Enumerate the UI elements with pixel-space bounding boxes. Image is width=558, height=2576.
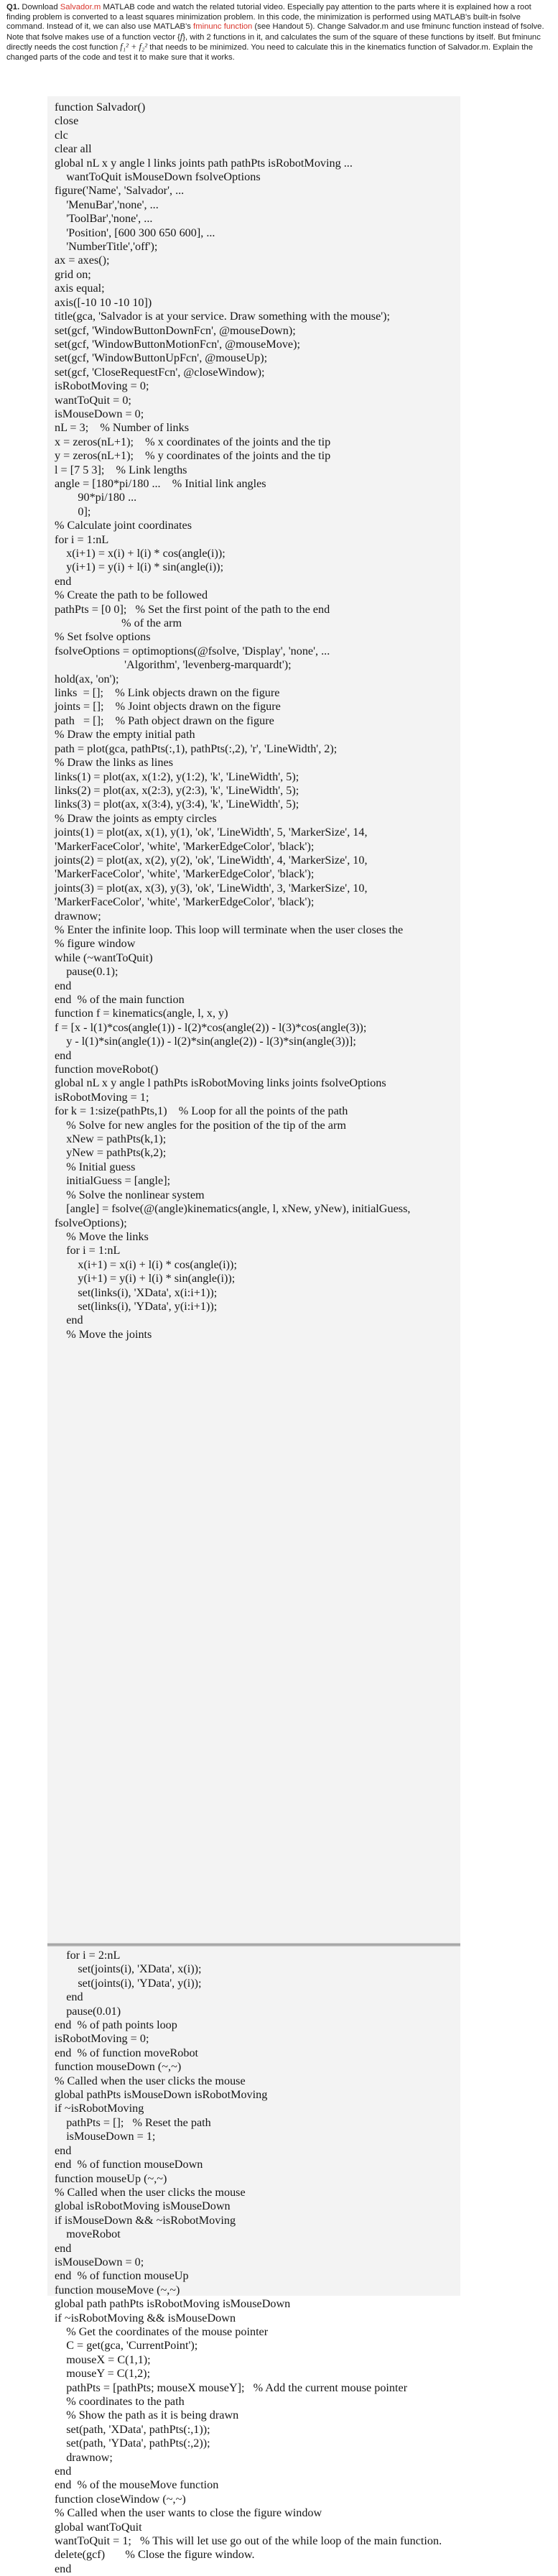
- code-line: y(i+1) = y(i) + l(i) * sin(angle(i));: [55, 560, 224, 574]
- code-line: while (~wantToQuit): [55, 951, 153, 964]
- code-line: mouseY = C(1,2);: [55, 2367, 151, 2381]
- code-line: % Solve the nonlinear system: [55, 1188, 205, 1201]
- code-line: % Called when the user wants to close the figure window: [55, 2506, 322, 2520]
- code-line: set(gcf, 'CloseRequestFcn', @closeWindow);: [55, 365, 265, 379]
- code-line: set(gcf, 'WindowButtonUpFcn', @mouseUp);: [55, 351, 268, 365]
- code-line: for i = 1:nL: [55, 532, 109, 546]
- code-line: global nL x y angle l links joints path pathPts isRobotMoving ...: [55, 156, 353, 170]
- code-line: nL = 3; % Number of links: [55, 421, 190, 435]
- code-line: mouseX = C(1,1);: [55, 2353, 151, 2366]
- code-line: isMouseDown = 0;: [55, 2255, 144, 2268]
- code-line: y - l(1)*sin(angle(1)) - l(2)*sin(angle(2)) - l(3)*sin(angle(3))];: [55, 1035, 356, 1048]
- code-line: if isMouseDown && ~isRobotMoving: [55, 2213, 236, 2227]
- code-line: delete(gcf) % Close the figure window.: [55, 2548, 255, 2562]
- code-line: isRobotMoving = 0;: [55, 379, 149, 393]
- code-line: function moveRobot(): [55, 1063, 159, 1076]
- code-line: drawnow;: [55, 909, 101, 923]
- code-line: pathPts = [pathPts; mouseX mouseY]; % Add the current mouse pointer: [55, 2381, 408, 2394]
- code-line: set(gcf, 'WindowButtonMotionFcn', @mouseMove);: [55, 337, 301, 351]
- code-line: isMouseDown = 1;: [55, 2130, 156, 2143]
- code-line: % figure window: [55, 937, 136, 951]
- code-line: path = plot(gca, pathPts(:,1), pathPts(:,2), 'r', 'LineWidth', 2);: [55, 742, 338, 755]
- code-line: moveRobot: [55, 2228, 121, 2241]
- code-line: xNew = pathPts(k,1);: [55, 1132, 167, 1146]
- code-line: function Salvador(): [55, 101, 146, 114]
- code-line: % Called when the user clicks the mouse: [55, 2074, 246, 2087]
- code-line: links(2) = plot(ax, x(2:3), y(2:3), 'k', 'LineWidth', 5);: [55, 783, 299, 797]
- code-line: global pathPts isMouseDown isRobotMoving: [55, 2088, 268, 2102]
- code-line: % Draw the empty initial path: [55, 728, 195, 742]
- code-line: % Draw the links as lines: [55, 756, 173, 770]
- code-line: for i = 2:nL: [55, 1949, 121, 1962]
- code-line: end: [55, 2241, 72, 2255]
- code-line: set(path, 'YData', pathPts(:,2));: [55, 2437, 210, 2450]
- code-line: global isRobotMoving isMouseDown: [55, 2199, 231, 2213]
- salvador-file-link[interactable]: Salvador.m: [60, 3, 101, 11]
- code-line: end % of function mouseDown: [55, 2158, 203, 2171]
- code-line: figure('Name', 'Salvador', ...: [55, 184, 185, 198]
- code-line: fsolveOptions = optimoptions(@fsolve, 'Display', 'none', ...: [55, 644, 330, 657]
- question-text: [6, 3, 555, 63]
- code-line: links = []; % Link objects drawn on the figure: [55, 686, 280, 700]
- code-line: joints(2) = plot(ax, x(2), y(2), 'ok', 'LineWidth', 4, 'MarkerSize', 10, 'MarkerFaceColor', 'white', 'MarkerEdgeColor', 'black');: [55, 853, 371, 881]
- code-line: set(joints(i), 'YData', y(i));: [55, 1976, 202, 1990]
- question-text-part3: (see Handout 5). Change Salvador.m and use fminunc function instead of fsolve. Note that fsolve makes use of a function vector {: [6, 22, 544, 42]
- code-line: joints = []; % Joint objects drawn on the figure: [55, 700, 281, 714]
- code-line: C = get(gca, 'CurrentPoint');: [55, 2339, 198, 2353]
- code-line: set(links(i), 'YData', y(i:i+1));: [55, 1299, 218, 1313]
- code-line: l = [7 5 3]; % Link lengths: [55, 463, 187, 476]
- code-line: end % of function mouseUp: [55, 2269, 189, 2283]
- question-text-part4: }, with 2 functions in it, and calculates the sum of the square of these functions by itself. But fminunc directly needs the cost function: [6, 32, 541, 52]
- code-line: % of the arm: [55, 617, 182, 630]
- code-line: if ~isRobotMoving: [55, 2102, 144, 2115]
- code-line: path = []; % Path object drawn on the figure: [55, 714, 274, 727]
- code-line: x = zeros(nL+1); % x coordinates of the joints and the tip: [55, 435, 331, 448]
- question-text-part1: Download: [19, 3, 60, 11]
- code-line: hold(ax, 'on');: [55, 672, 119, 685]
- code-line: function closeWindow (~,~): [55, 2492, 186, 2506]
- code-line: isRobotMoving = 0;: [55, 2032, 149, 2046]
- code-line: end: [55, 574, 72, 588]
- code-line: % Solve for new angles for the position of the tip of the arm: [55, 1118, 346, 1132]
- code-line: end % of path points loop: [55, 2018, 177, 2032]
- question-text-part5: that needs to be minimized. You need to calculate this in the kinematics function of Salvador.m. Explain the changed parts of the code and test it to make sure that it works.: [6, 43, 533, 62]
- code-line: end: [55, 2143, 72, 2157]
- code-line: joints(3) = plot(ax, x(3), y(3), 'ok', 'LineWidth', 3, 'MarkerSize', 10, 'MarkerFaceColor', 'white', 'MarkerEdgeColor', 'black');: [55, 881, 371, 909]
- code-line: function mouseDown (~,~): [55, 2060, 182, 2074]
- code-line: function mouseUp (~,~): [55, 2171, 167, 2185]
- code-line: joints(1) = plot(ax, x(1), y(1), 'ok', 'LineWidth', 5, 'MarkerSize', 14, 'MarkerFaceColor', 'white', 'MarkerEdgeColor', 'black');: [55, 826, 371, 853]
- code-listing-top: [47, 96, 460, 1944]
- code-line: angle = [180*pi/180 ... % Initial link angles: [55, 476, 266, 490]
- code-line: % Get the coordinates of the mouse pointer: [55, 2325, 269, 2338]
- code-line: % Enter the infinite loop. This loop will terminate when the user closes the: [55, 923, 404, 936]
- code-line: % Set fsolve options: [55, 630, 151, 644]
- code-line: 'MenuBar','none', ...: [55, 198, 159, 211]
- code-line: end: [55, 2562, 72, 2575]
- question-text-part2: MATLAB code and watch the related tutorial video. Especially pay attention to the parts where it is explained how a root finding problem is converted to a least squares minimization problem. In this code, the minimization is performed using MATLAB's built-in fsolve command. Instead of it, we can also use MATLAB's: [6, 3, 531, 32]
- code-line: 'Position', [600 300 650 600], ...: [55, 226, 215, 239]
- code-line: axis equal;: [55, 282, 105, 295]
- code-line: 'Algorithm', 'levenberg-marquardt');: [55, 658, 292, 672]
- code-line: close: [55, 114, 79, 128]
- function-vector-symbol: f: [180, 31, 183, 42]
- code-line: pause(0.1);: [55, 965, 118, 979]
- code-line: clc: [55, 128, 68, 142]
- code-listing-bottom: [47, 1947, 460, 2575]
- code-line: end % of the main function: [55, 993, 185, 1006]
- code-line: [angle] = fsolve(@(angle)kinematics(angle, l, xNew, yNew), initialGuess, fsolveOptions);: [55, 1202, 414, 1229]
- code-line: f = [x - l(1)*cos(angle(1)) - l(2)*cos(angle(2)) - l(3)*cos(angle(3));: [55, 1020, 367, 1034]
- code-line: global nL x y angle l pathPts isRobotMoving links joints fsolveOptions: [55, 1076, 386, 1090]
- code-line: pathPts = []; % Reset the path: [55, 2115, 211, 2129]
- code-line: % Calculate joint coordinates: [55, 519, 192, 532]
- code-line: initialGuess = [angle];: [55, 1174, 171, 1188]
- code-line: isRobotMoving = 1;: [55, 1090, 149, 1104]
- cost-function-formula: f₁² + f₂²: [120, 42, 148, 52]
- code-line: x(i+1) = x(i) + l(i) * cos(angle(i));: [55, 1257, 237, 1271]
- code-line: drawnow;: [55, 2450, 113, 2464]
- code-line: wantToQuit = 1; % This will let use go out of the while loop of the main function.: [55, 2534, 442, 2548]
- code-line: clear all: [55, 142, 92, 156]
- code-line: 90*pi/180 ...: [55, 491, 137, 504]
- code-line: 'NumberTitle','off');: [55, 240, 158, 254]
- code-line: 0];: [55, 504, 91, 518]
- code-line: end: [55, 1314, 83, 1327]
- code-line: ax = axes();: [55, 254, 110, 267]
- code-line: end: [55, 979, 72, 992]
- code-line: end % of the mouseMove function: [55, 2478, 219, 2492]
- code-line: % Draw the joints as empty circles: [55, 811, 217, 825]
- code-line: % Called when the user clicks the mouse: [55, 2185, 246, 2199]
- code-line: links(1) = plot(ax, x(1:2), y(1:2), 'k', 'LineWidth', 5);: [55, 770, 299, 783]
- code-line: x(i+1) = x(i) + l(i) * cos(angle(i));: [55, 547, 225, 560]
- code-line: for k = 1:size(pathPts,1) % Loop for all the points of the path: [55, 1104, 348, 1118]
- code-line: global wantToQuit: [55, 2520, 142, 2534]
- code-line: % Show the path as it is being drawn: [55, 2409, 239, 2422]
- code-line: % Initial guess: [55, 1160, 136, 1173]
- code-line: axis([-10 10 -10 10]): [55, 295, 152, 309]
- code-line: set(links(i), 'XData', x(i:i+1));: [55, 1285, 218, 1299]
- code-line: y = zeros(nL+1); % y coordinates of the joints and the tip: [55, 449, 331, 463]
- code-line: 'ToolBar','none', ...: [55, 212, 153, 226]
- code-line: % Move the links: [55, 1229, 149, 1243]
- code-line: isMouseDown = 0;: [55, 407, 144, 420]
- code-line: end: [55, 1990, 83, 2004]
- fminunc-function-link[interactable]: fminunc function: [193, 22, 253, 32]
- code-line: set(gcf, 'WindowButtonDownFcn', @mouseDown);: [55, 323, 296, 337]
- code-line: global path pathPts isRobotMoving isMouseDown: [55, 2297, 291, 2311]
- question-label: Q1.: [6, 3, 20, 11]
- code-line: end: [55, 2465, 72, 2478]
- code-line: grid on;: [55, 267, 91, 281]
- code-line: wantToQuit = 0;: [55, 393, 131, 407]
- code-line: end % of function moveRobot: [55, 2046, 199, 2059]
- code-line: % Create the path to be followed: [55, 588, 208, 602]
- code-line: if ~isRobotMoving && isMouseDown: [55, 2311, 236, 2325]
- code-line: pause(0.01): [55, 2004, 121, 2018]
- code-line: function f = kinematics(angle, l, x, y): [55, 1007, 228, 1020]
- code-line: yNew = pathPts(k,2);: [55, 1146, 167, 1160]
- code-line: title(gca, 'Salvador is at your service. Draw something with the mouse');: [55, 310, 391, 323]
- code-line: % coordinates to the path: [55, 2395, 185, 2408]
- code-line: links(3) = plot(ax, x(3:4), y(3:4), 'k', 'LineWidth', 5);: [55, 798, 299, 811]
- code-line: % Move the joints: [55, 1327, 152, 1341]
- code-line: for i = 1:nL: [55, 1244, 121, 1257]
- code-line: wantToQuit isMouseDown fsolveOptions: [55, 170, 261, 184]
- code-line: function mouseMove (~,~): [55, 2283, 180, 2296]
- code-line: set(joints(i), 'XData', x(i));: [55, 1962, 202, 1976]
- code-line: y(i+1) = y(i) + l(i) * sin(angle(i));: [55, 1272, 236, 1285]
- code-line: pathPts = [0 0]; % Set the first point of the path to the end: [55, 602, 330, 616]
- code-line: set(path, 'XData', pathPts(:,1));: [55, 2422, 210, 2436]
- code-line: end: [55, 1048, 72, 1062]
